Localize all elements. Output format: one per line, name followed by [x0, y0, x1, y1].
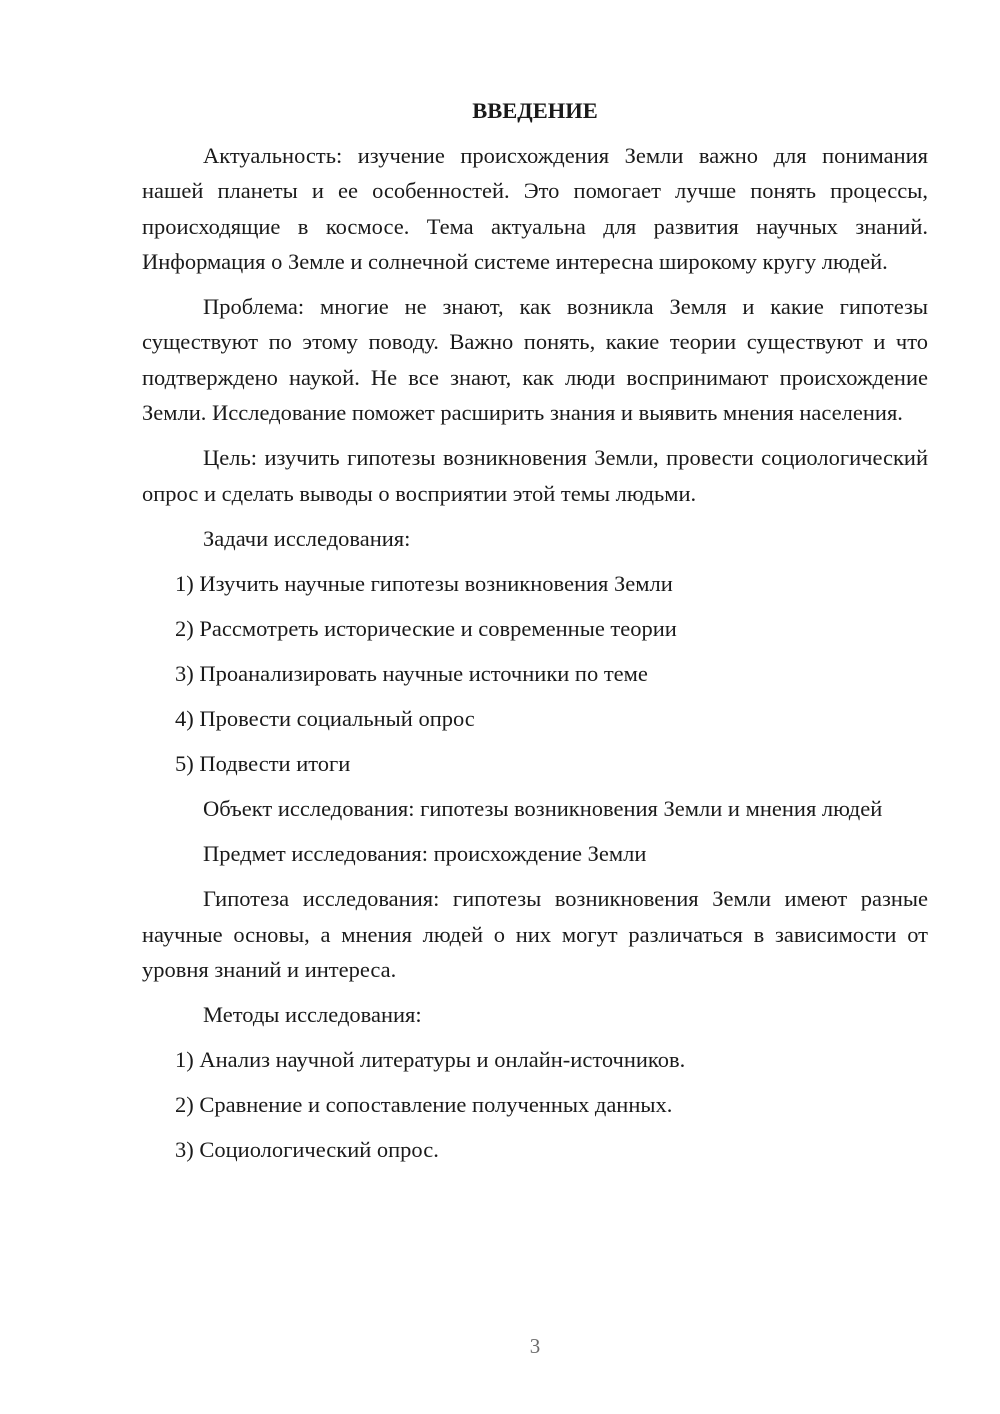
methods-heading: Методы исследования:: [203, 1002, 422, 1028]
document-page: [142, 96, 928, 1177]
problem-paragraph: Проблема: многие не знают, как возникла Земля и какие гипотезы существуют по этому поводу. Важно понять, какие теории существуют и что подтверждено наукой. Не все знают, как люди воспринимают происхождение Земли. Исследование поможет расширить знания и выявить мнения населения.: [142, 294, 928, 426]
task-item: 5) Подвести итоги: [175, 750, 351, 776]
relevance-paragraph: Актуальность: изучение происхождения Земли важно для понимания нашей планеты и ее особенностей. Это помогает лучше понять процессы, происходящие в космосе. Тема актуальна для развития научных знаний. Информация о Земле и солнечной системе интересна широкому кругу людей.: [142, 143, 928, 274]
method-item: 1) Анализ научной литературы и онлайн-источников.: [175, 1047, 686, 1073]
hypothesis-paragraph: Гипотеза исследования: гипотезы возникновения Земли имеют разные научные основы, а мнения людей о них могут различаться в зависимости от уровня знаний и интереса.: [142, 886, 928, 982]
goal-paragraph: Цель: изучить гипотезы возникновения Земли, провести социологический опрос и сделать выводы о восприятии этой темы людьми.: [142, 445, 928, 506]
task-item: 2) Рассмотреть исторические и современные теории: [175, 615, 677, 641]
section-title: ВВЕДЕНИЕ: [472, 98, 598, 123]
task-item: 3) Проанализировать научные источники по теме: [175, 660, 648, 686]
method-item: 2) Сравнение и сопоставление полученных данных.: [175, 1092, 673, 1118]
subject-paragraph: Предмет исследования: происхождение Земли: [203, 841, 647, 867]
tasks-heading: Задачи исследования:: [203, 525, 411, 551]
object-paragraph: Объект исследования: гипотезы возникновения Земли и мнения людей: [203, 795, 883, 821]
page-number: 3: [529, 1334, 541, 1358]
task-item: 4) Провести социальный опрос: [175, 705, 475, 731]
method-item: 3) Социологический опрос.: [175, 1137, 439, 1163]
task-item: 1) Изучить научные гипотезы возникновения Земли: [175, 570, 673, 596]
